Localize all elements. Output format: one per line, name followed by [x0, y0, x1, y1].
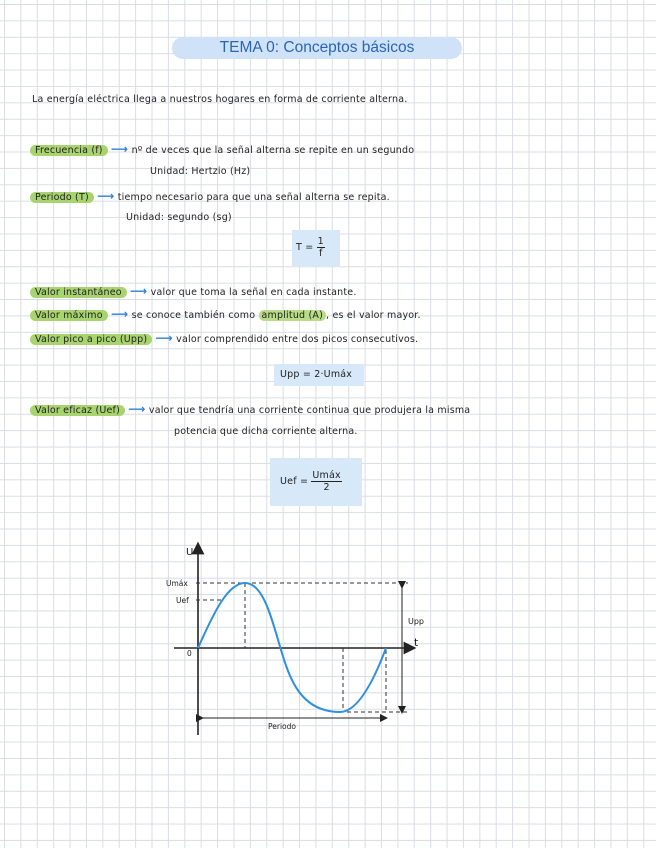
arrow-right-icon: ⟶	[110, 142, 129, 156]
formula-period-denominator: f	[318, 248, 323, 259]
x-axis-label: t	[414, 636, 419, 649]
periodo-unit: Unidad: segundo (sg)	[126, 212, 232, 223]
formula-period-numerator: 1	[317, 236, 324, 247]
eficaz-definition-1: valor que tendría una corriente continua que produjera la misma	[148, 405, 471, 416]
formula-uef-numerator: Umáx	[312, 470, 341, 481]
frecuencia-definition: nº de veces que la señal alterna se repite en un segundo	[131, 145, 415, 156]
frecuencia-unit: Unidad: Hertzio (Hz)	[150, 166, 251, 177]
frecuencia-label: Frecuencia (f)	[30, 145, 108, 156]
arrow-right-icon: ⟶	[130, 284, 148, 298]
eficaz-label: Valor eficaz (Uef)	[30, 405, 125, 416]
instantaneo-label: Valor instantáneo	[30, 287, 127, 298]
eficaz-definition-2: potencia que dicha corriente alterna.	[174, 426, 358, 437]
y-axis-label: U	[186, 547, 194, 558]
periodo-label: Periodo (T)	[30, 192, 94, 203]
arrow-right-icon: ⟶	[111, 307, 129, 321]
uef-label: Uef	[176, 596, 189, 605]
page-title: TEMA 0: Conceptos básicos	[172, 37, 462, 59]
formula-upp: Upp = 2·Umáx	[280, 369, 353, 380]
formula-uef-left: Uef =	[280, 476, 309, 487]
origin-label: 0	[187, 649, 192, 658]
arrow-right-icon: ⟶	[97, 189, 115, 203]
intro-text: La energía eléctrica llega a nuestros hogares en forma de corriente alterna.	[32, 94, 408, 105]
periodo-definition: tiempo necesario para que una señal alterna se repita.	[117, 192, 390, 203]
maximo-definition-2: , es el valor mayor.	[326, 310, 421, 321]
instantaneo-definition: valor que toma la señal en cada instante.	[150, 287, 357, 298]
maximo-definition-1: se conoce también como	[131, 310, 256, 321]
pico-definition: valor comprendido entre dos picos consecutivos.	[176, 334, 419, 345]
amplitud-highlight: amplitud (A)	[259, 310, 327, 321]
upp-label: Upp	[408, 617, 425, 626]
arrow-right-icon: ⟶	[128, 402, 146, 416]
pico-label: Valor pico a pico (Upp)	[30, 334, 152, 345]
maximo-label: Valor máximo	[30, 310, 108, 321]
arrow-right-icon: ⟶	[155, 331, 173, 345]
umax-label: Umáx	[166, 579, 188, 588]
formula-uef-denominator: 2	[323, 482, 330, 493]
period-label: Periodo	[268, 722, 296, 731]
formula-period-left: T =	[296, 242, 314, 253]
